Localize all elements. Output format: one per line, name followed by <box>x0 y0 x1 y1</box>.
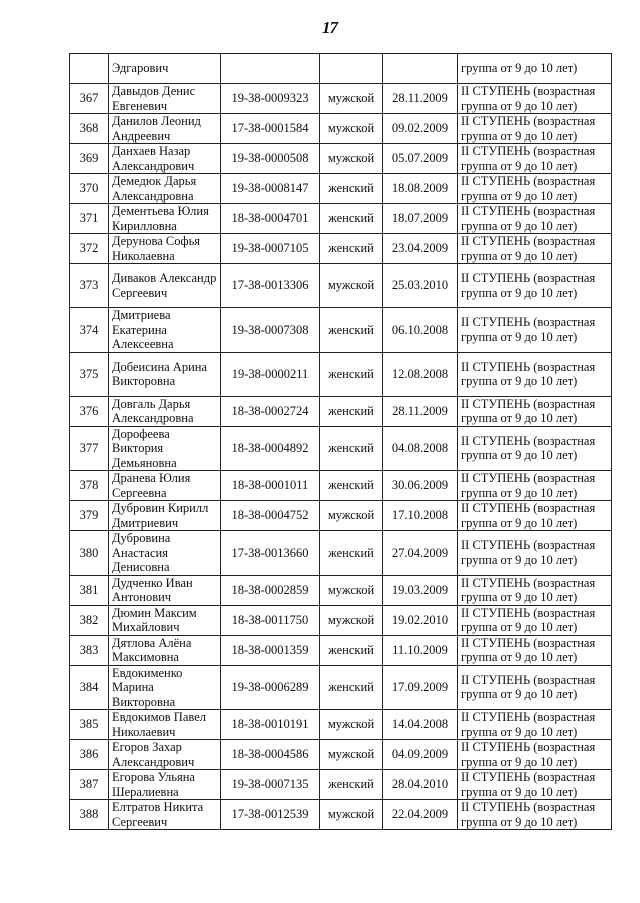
cell-name: Эдгарович <box>109 54 221 84</box>
table-row <box>70 710 612 740</box>
cell-sex: женский <box>320 665 383 710</box>
cell-sex: мужской <box>320 740 383 770</box>
cell-name: Евдокименко Марина Викторовна <box>109 665 221 710</box>
cell-date: 27.04.2009 <box>383 531 458 576</box>
cell-date: 17.09.2009 <box>383 665 458 710</box>
table-row <box>70 635 612 665</box>
cell-sex: мужской <box>320 575 383 605</box>
cell-id: 19-38-0000211 <box>221 352 320 396</box>
cell-date: 30.06.2009 <box>383 471 458 501</box>
table-row <box>70 501 612 531</box>
cell-date: 17.10.2008 <box>383 501 458 531</box>
cell-sex <box>320 54 383 84</box>
table-row <box>70 531 612 576</box>
cell-sex: женский <box>320 308 383 353</box>
cell-date: 11.10.2009 <box>383 635 458 665</box>
cell-category: II СТУПЕНЬ (возрастная группа от 9 до 10 лет) <box>458 308 612 353</box>
cell-id: 19-38-0006289 <box>221 665 320 710</box>
cell-num: 382 <box>70 605 109 635</box>
cell-sex: мужской <box>320 144 383 174</box>
cell-date: 19.03.2009 <box>383 575 458 605</box>
table-row-continuation <box>70 54 612 84</box>
cell-category: группа от 9 до 10 лет) <box>458 54 612 84</box>
cell-name: Дюмин Максим Михайлович <box>109 605 221 635</box>
cell-name: Довгаль Дарья Александровна <box>109 396 221 426</box>
table-row <box>70 352 612 396</box>
cell-id: 18-38-0004701 <box>221 204 320 234</box>
cell-sex: женский <box>320 396 383 426</box>
cell-date: 28.11.2009 <box>383 396 458 426</box>
cell-name: Демедюк Дарья Александровна <box>109 174 221 204</box>
table-row <box>70 740 612 770</box>
cell-category: II СТУПЕНЬ (возрастная группа от 9 до 10 лет) <box>458 575 612 605</box>
cell-sex: мужской <box>320 84 383 114</box>
table-row <box>70 264 612 308</box>
cell-num: 381 <box>70 575 109 605</box>
table-body <box>70 54 612 830</box>
cell-name: Дубровина Анастасия Денисовна <box>109 531 221 576</box>
cell-id: 19-38-0007135 <box>221 770 320 800</box>
cell-date: 23.04.2009 <box>383 234 458 264</box>
cell-sex: женский <box>320 352 383 396</box>
cell-date: 14.04.2008 <box>383 710 458 740</box>
cell-category: II СТУПЕНЬ (возрастная группа от 9 до 10 лет) <box>458 770 612 800</box>
cell-sex: мужской <box>320 605 383 635</box>
cell-id <box>221 54 320 84</box>
table-row <box>70 396 612 426</box>
cell-num: 386 <box>70 740 109 770</box>
cell-num: 374 <box>70 308 109 353</box>
cell-date: 22.04.2009 <box>383 800 458 830</box>
cell-num: 372 <box>70 234 109 264</box>
table-row <box>70 204 612 234</box>
table-row <box>70 308 612 353</box>
cell-sex: женский <box>320 471 383 501</box>
cell-category: II СТУПЕНЬ (возрастная группа от 9 до 10 лет) <box>458 234 612 264</box>
cell-id: 18-38-0002724 <box>221 396 320 426</box>
cell-date: 18.07.2009 <box>383 204 458 234</box>
cell-num: 379 <box>70 501 109 531</box>
cell-date: 12.08.2008 <box>383 352 458 396</box>
cell-id: 18-38-0001359 <box>221 635 320 665</box>
cell-sex: женский <box>320 531 383 576</box>
cell-id: 18-38-0002859 <box>221 575 320 605</box>
cell-name: Данилов Леонид Андреевич <box>109 114 221 144</box>
cell-name: Дятлова Алёна Максимовна <box>109 635 221 665</box>
cell-category: II СТУПЕНЬ (возрастная группа от 9 до 10 лет) <box>458 204 612 234</box>
cell-category: II СТУПЕНЬ (возрастная группа от 9 до 10 лет) <box>458 471 612 501</box>
cell-id: 17-38-0001584 <box>221 114 320 144</box>
cell-num: 376 <box>70 396 109 426</box>
cell-id: 18-38-0001011 <box>221 471 320 501</box>
cell-name: Дементьева Юлия Кирилловна <box>109 204 221 234</box>
cell-name: Дмитриева Екатерина Алексеевна <box>109 308 221 353</box>
table-row <box>70 426 612 471</box>
cell-sex: женский <box>320 426 383 471</box>
cell-date: 28.04.2010 <box>383 770 458 800</box>
table-row <box>70 84 612 114</box>
cell-id: 19-38-0007105 <box>221 234 320 264</box>
cell-id: 18-38-0004586 <box>221 740 320 770</box>
cell-id: 18-38-0004752 <box>221 501 320 531</box>
cell-name: Егорова Ульяна Шералиевна <box>109 770 221 800</box>
cell-id: 19-38-0000508 <box>221 144 320 174</box>
cell-category: II СТУПЕНЬ (возрастная группа от 9 до 10 лет) <box>458 114 612 144</box>
cell-category: II СТУПЕНЬ (возрастная группа от 9 до 10 лет) <box>458 740 612 770</box>
table-row <box>70 575 612 605</box>
cell-name: Елтратов Никита Сергеевич <box>109 800 221 830</box>
cell-name: Диваков Александр Сергеевич <box>109 264 221 308</box>
cell-date <box>383 54 458 84</box>
table-row <box>70 234 612 264</box>
cell-num: 383 <box>70 635 109 665</box>
participants-table <box>69 53 612 830</box>
cell-date: 28.11.2009 <box>383 84 458 114</box>
cell-name: Дорофеева Виктория Демьяновна <box>109 426 221 471</box>
cell-id: 18-38-0004892 <box>221 426 320 471</box>
cell-category: II СТУПЕНЬ (возрастная группа от 9 до 10 лет) <box>458 426 612 471</box>
cell-category: II СТУПЕНЬ (возрастная группа от 9 до 10 лет) <box>458 635 612 665</box>
cell-date: 05.07.2009 <box>383 144 458 174</box>
cell-sex: мужской <box>320 710 383 740</box>
cell-category: II СТУПЕНЬ (возрастная группа от 9 до 10 лет) <box>458 501 612 531</box>
table-row <box>70 770 612 800</box>
cell-sex: женский <box>320 770 383 800</box>
cell-num: 373 <box>70 264 109 308</box>
cell-id: 17-38-0013660 <box>221 531 320 576</box>
cell-id: 19-38-0009323 <box>221 84 320 114</box>
cell-category: II СТУПЕНЬ (возрастная группа от 9 до 10 лет) <box>458 396 612 426</box>
cell-sex: женский <box>320 234 383 264</box>
cell-id: 19-38-0008147 <box>221 174 320 204</box>
cell-id: 19-38-0007308 <box>221 308 320 353</box>
cell-name: Евдокимов Павел Николаевич <box>109 710 221 740</box>
cell-category: II СТУПЕНЬ (возрастная группа от 9 до 10 лет) <box>458 710 612 740</box>
cell-category: II СТУПЕНЬ (возрастная группа от 9 до 10 лет) <box>458 352 612 396</box>
page-number: 17 <box>322 18 337 37</box>
cell-name: Дерунова Софья Николаевна <box>109 234 221 264</box>
cell-num: 371 <box>70 204 109 234</box>
cell-name: Данхаев Назар Александрович <box>109 144 221 174</box>
cell-sex: женский <box>320 635 383 665</box>
cell-id: 18-38-0010191 <box>221 710 320 740</box>
cell-category: II СТУПЕНЬ (возрастная группа от 9 до 10 лет) <box>458 174 612 204</box>
cell-id: 18-38-0011750 <box>221 605 320 635</box>
cell-category: II СТУПЕНЬ (возрастная группа от 9 до 10 лет) <box>458 531 612 576</box>
cell-date: 06.10.2008 <box>383 308 458 353</box>
table-row <box>70 174 612 204</box>
cell-sex: мужской <box>320 114 383 144</box>
cell-date: 04.09.2009 <box>383 740 458 770</box>
cell-num: 384 <box>70 665 109 710</box>
cell-category: II СТУПЕНЬ (возрастная группа от 9 до 10 лет) <box>458 800 612 830</box>
cell-date: 19.02.2010 <box>383 605 458 635</box>
cell-num: 388 <box>70 800 109 830</box>
cell-num: 370 <box>70 174 109 204</box>
cell-category: II СТУПЕНЬ (возрастная группа от 9 до 10 лет) <box>458 264 612 308</box>
cell-num <box>70 54 109 84</box>
cell-name: Добеисина Арина Викторовна <box>109 352 221 396</box>
table-row <box>70 800 612 830</box>
cell-date: 25.03.2010 <box>383 264 458 308</box>
cell-category: II СТУПЕНЬ (возрастная группа от 9 до 10 лет) <box>458 605 612 635</box>
cell-category: II СТУПЕНЬ (возрастная группа от 9 до 10 лет) <box>458 144 612 174</box>
cell-date: 09.02.2009 <box>383 114 458 144</box>
cell-date: 18.08.2009 <box>383 174 458 204</box>
cell-name: Давыдов Денис Евгеневич <box>109 84 221 114</box>
cell-num: 375 <box>70 352 109 396</box>
cell-num: 368 <box>70 114 109 144</box>
cell-category: II СТУПЕНЬ (возрастная группа от 9 до 10 лет) <box>458 84 612 114</box>
cell-num: 367 <box>70 84 109 114</box>
cell-sex: женский <box>320 204 383 234</box>
cell-sex: мужской <box>320 501 383 531</box>
table-row <box>70 144 612 174</box>
cell-num: 369 <box>70 144 109 174</box>
cell-sex: мужской <box>320 264 383 308</box>
cell-name: Егоров Захар Александрович <box>109 740 221 770</box>
cell-name: Дранева Юлия Сергеевна <box>109 471 221 501</box>
table-row <box>70 605 612 635</box>
cell-category: II СТУПЕНЬ (возрастная группа от 9 до 10 лет) <box>458 665 612 710</box>
cell-num: 385 <box>70 710 109 740</box>
cell-num: 377 <box>70 426 109 471</box>
cell-sex: женский <box>320 174 383 204</box>
table-row <box>70 471 612 501</box>
table-row <box>70 665 612 710</box>
cell-id: 17-38-0012539 <box>221 800 320 830</box>
cell-num: 387 <box>70 770 109 800</box>
cell-num: 378 <box>70 471 109 501</box>
cell-date: 04.08.2008 <box>383 426 458 471</box>
cell-sex: мужской <box>320 800 383 830</box>
cell-name: Дубровин Кирилл Дмитриевич <box>109 501 221 531</box>
cell-id: 17-38-0013306 <box>221 264 320 308</box>
table-row <box>70 114 612 144</box>
cell-num: 380 <box>70 531 109 576</box>
cell-name: Дудченко Иван Антонович <box>109 575 221 605</box>
